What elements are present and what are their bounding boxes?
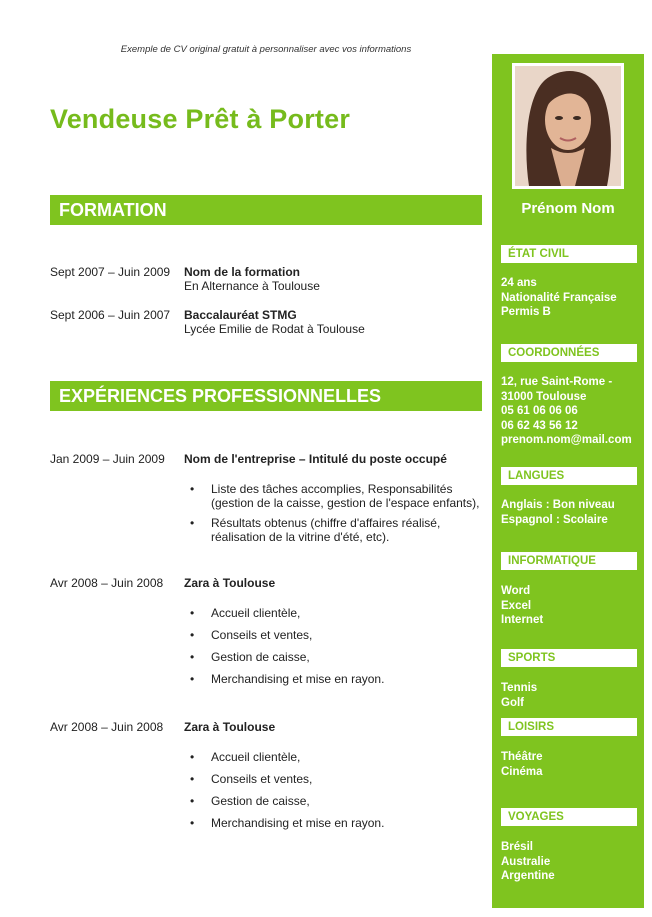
list-item: Australie bbox=[501, 855, 551, 868]
list-item: Word bbox=[501, 585, 531, 597]
list-item: 06 62 43 56 12 bbox=[501, 419, 578, 432]
list-item: 31000 Toulouse bbox=[501, 390, 587, 403]
list-item: 05 61 06 06 06 bbox=[501, 405, 578, 417]
list-item: • Merchandising et mise en rayon. bbox=[190, 672, 480, 686]
cv-tagline: Exemple de CV original gratuit à personnaliser avec vos informations bbox=[120, 44, 412, 55]
formation-date: Sept 2006 – Juin 2007 bbox=[50, 308, 171, 322]
list-item: Argentine bbox=[501, 870, 555, 882]
etat-civil-details bbox=[501, 276, 641, 320]
list-item: • Accueil clientèle, bbox=[190, 606, 480, 620]
list-item: Anglais : Bon niveau bbox=[501, 499, 615, 511]
formation-subtitle: En Alternance à Toulouse bbox=[184, 279, 320, 293]
etat-civil-label: ÉTAT CIVIL bbox=[501, 245, 637, 263]
list-item: • Gestion de caisse, bbox=[190, 650, 480, 664]
langues-label: LANGUES bbox=[501, 467, 637, 485]
formation-title: Baccalauréat STMG bbox=[184, 308, 297, 322]
experience-title: Zara à Toulouse bbox=[184, 576, 276, 590]
coordonnees-details bbox=[501, 375, 641, 448]
list-item: Internet bbox=[501, 614, 544, 626]
experience-task-list bbox=[190, 606, 480, 686]
experience-task-list bbox=[190, 482, 480, 544]
voyages-label: VOYAGES bbox=[501, 808, 637, 826]
loisirs-details bbox=[501, 750, 641, 779]
list-item: • Conseils et ventes, bbox=[190, 772, 480, 786]
list-item: • Merchandising et mise en rayon. bbox=[190, 816, 480, 830]
loisirs-label: LOISIRS bbox=[501, 718, 637, 736]
formation-date: Sept 2007 – Juin 2009 bbox=[50, 265, 171, 279]
sports-details bbox=[501, 681, 641, 710]
list-item: Permis B bbox=[501, 306, 551, 318]
list-item: 24 ans bbox=[501, 277, 537, 289]
list-item: • Accueil clientèle, bbox=[190, 750, 480, 764]
formation-title: Nom de la formation bbox=[184, 265, 301, 279]
list-item: • Conseils et ventes, bbox=[190, 628, 480, 642]
list-item: Théâtre bbox=[501, 751, 543, 763]
formation-heading: FORMATION bbox=[50, 195, 482, 225]
list-item: • Gestion de caisse, bbox=[190, 794, 480, 808]
coordonnees-label: COORDONNÉES bbox=[501, 344, 637, 362]
candidate-name: Prénom Nom bbox=[521, 200, 615, 217]
sports-label: SPORTS bbox=[501, 649, 637, 667]
list-item: prenom.nom@mail.com bbox=[501, 434, 632, 446]
profile-photo bbox=[512, 63, 624, 189]
list-item: Brésil bbox=[501, 841, 533, 853]
sidebar bbox=[492, 54, 644, 908]
informatique-details bbox=[501, 584, 641, 628]
list-item: Golf bbox=[501, 696, 524, 709]
experience-title: Zara à Toulouse bbox=[184, 720, 276, 734]
list-item: • Résultats obtenus (chiffre d'affaires réalisé, réalisation de la vitrine d'été, etc). bbox=[190, 516, 480, 544]
job-title: Vendeuse Prêt à Porter bbox=[50, 104, 351, 134]
list-item: Nationalité Française bbox=[501, 291, 617, 304]
voyages-details bbox=[501, 840, 641, 884]
langues-details bbox=[501, 498, 641, 527]
experience-date: Avr 2008 – Juin 2008 bbox=[50, 576, 164, 590]
list-item: Espagnol : Scolaire bbox=[501, 513, 608, 526]
list-item: • Liste des tâches accomplies, Responsabilités (gestion de la caisse, gestion de l'espace enfants), bbox=[190, 482, 480, 510]
experience-date: Jan 2009 – Juin 2009 bbox=[50, 452, 165, 466]
informatique-label: INFORMATIQUE bbox=[501, 552, 637, 570]
experience-task-list bbox=[190, 750, 480, 830]
experience-heading: EXPÉRIENCES PROFESSIONNELLES bbox=[50, 381, 482, 411]
formation-subtitle: Lycée Emilie de Rodat à Toulouse bbox=[184, 322, 365, 336]
list-item: Tennis bbox=[501, 682, 538, 694]
experience-date: Avr 2008 – Juin 2008 bbox=[50, 720, 164, 734]
list-item: 12, rue Saint-Rome - bbox=[501, 376, 613, 388]
list-item: Excel bbox=[501, 599, 532, 612]
experience-title: Nom de l'entreprise – Intitulé du poste occupé bbox=[184, 452, 447, 466]
list-item: Cinéma bbox=[501, 765, 543, 778]
